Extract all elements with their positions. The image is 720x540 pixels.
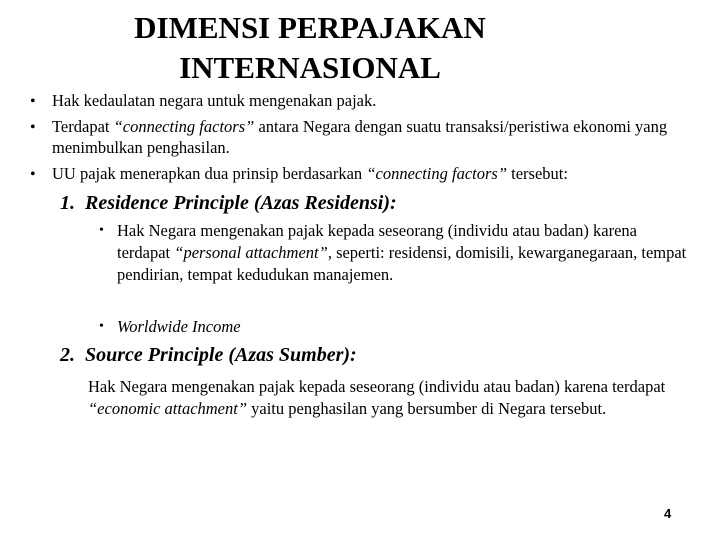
bullet-item-1	[52, 90, 702, 111]
body-emphasis: “economic attachment”	[88, 399, 248, 418]
principle-number: 1.	[60, 192, 75, 214]
bullet-text: tersebut:	[507, 164, 568, 183]
bullet-text: Hak kedaulatan negara untuk mengenakan pajak.	[52, 91, 377, 110]
slide-title	[0, 8, 620, 88]
bullet-item-2	[52, 116, 702, 158]
bullet-marker: •	[30, 93, 36, 110]
bullet-emphasis: “connecting factors”	[113, 117, 255, 136]
principle-title: Residence Principle (Azas Residensi):	[85, 192, 397, 214]
sub-bullet-emphasis: “personal attachment”	[174, 243, 328, 262]
sub-bullet-text: Hak Negara mengenakan pajak kepada seseorang (individu atau badan) karena terdapat	[117, 221, 637, 262]
bullet-item-3	[52, 163, 702, 184]
principle-number: 2.	[60, 344, 75, 366]
bullet-emphasis: “connecting factors”	[366, 164, 508, 183]
sub-bullet-item-1	[117, 220, 687, 286]
sub-bullet-emphasis: Worldwide Income	[117, 317, 241, 336]
bullet-text: antara Negara dengan suatu transaksi/peristiwa ekonomi yang menimbulkan penghasilan.	[52, 117, 668, 157]
body-text: yaitu penghasilan yang bersumber di Negara tersebut.	[247, 399, 607, 418]
page-number: 4	[664, 506, 672, 521]
sub-bullet-text: , seperti: residensi, domisili, kewarganegaraan, tempat pendirian, tempat kedudukan manajemen.	[117, 243, 687, 284]
bullet-marker: •	[30, 119, 36, 136]
bullet-text: Terdapat	[52, 117, 114, 136]
principle-2-body	[88, 376, 688, 420]
principle-title: Source Principle (Azas Sumber):	[85, 344, 357, 366]
bullet-marker: •	[30, 166, 36, 183]
sub-bullet-marker: •	[99, 319, 104, 334]
principle-2-heading	[60, 343, 700, 367]
bullet-text: UU pajak menerapkan dua prinsip berdasarkan	[52, 164, 367, 183]
sub-bullet-item-2	[117, 316, 687, 338]
title-line-1: DIMENSI PERPAJAKAN	[134, 10, 486, 45]
sub-bullet-marker: •	[99, 223, 104, 238]
principle-1-heading	[60, 191, 700, 215]
title-line-2: INTERNASIONAL	[179, 50, 441, 85]
body-text: Hak Negara mengenakan pajak kepada seseorang (individu atau badan) karena terdapat	[88, 377, 666, 396]
